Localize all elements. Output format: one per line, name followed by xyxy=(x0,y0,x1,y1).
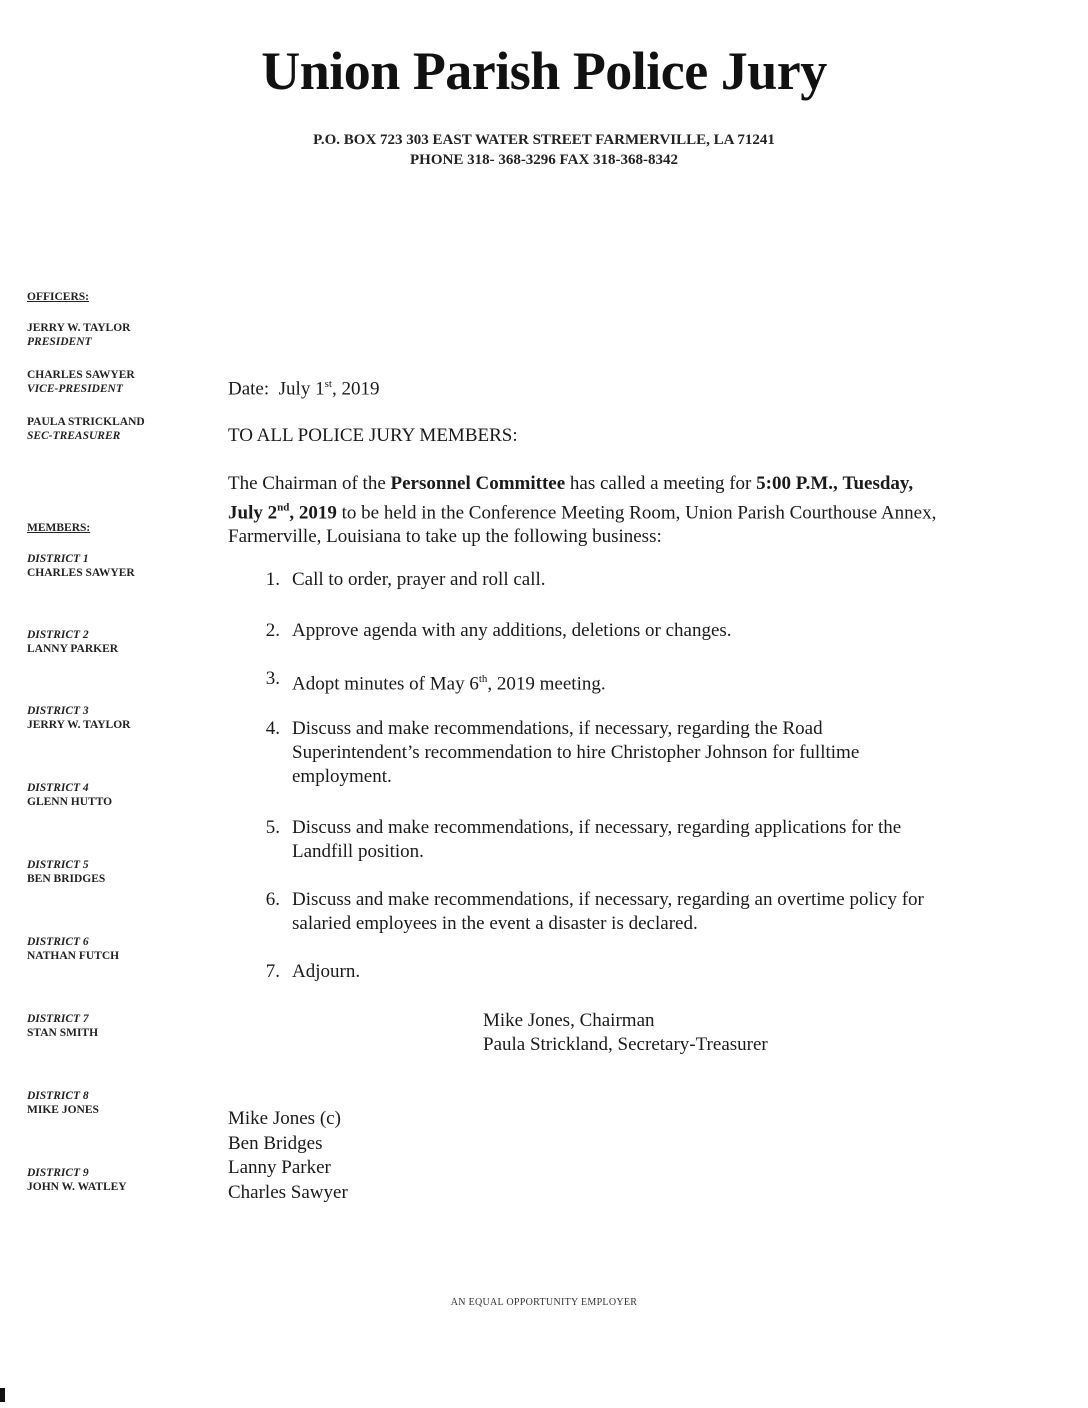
cc-member: Lanny Parker xyxy=(228,1157,331,1178)
committee-members-list xyxy=(228,1107,348,1205)
member-district: DISTRICT 6 xyxy=(27,936,89,948)
member-district: DISTRICT 4 xyxy=(27,782,89,794)
member-district: DISTRICT 5 xyxy=(27,859,89,871)
member-district: DISTRICT 8 xyxy=(27,1090,89,1102)
member-entry xyxy=(27,1089,197,1117)
officer-role: PRESIDENT xyxy=(27,336,92,348)
officer-name: CHARLES SAWYER xyxy=(27,369,135,381)
meeting-notice xyxy=(228,472,948,549)
officer-entry xyxy=(27,321,197,349)
date-line xyxy=(228,372,379,401)
agenda-text: Adjourn. xyxy=(292,961,361,982)
member-entry xyxy=(27,704,197,732)
member-name: BEN BRIDGES xyxy=(27,873,106,885)
member-name: STAN SMITH xyxy=(27,1027,99,1039)
date-value: July 1 xyxy=(278,378,325,400)
signature-line: Mike Jones, Chairman xyxy=(483,1010,655,1031)
agenda-text-sup: th xyxy=(478,673,488,685)
members-heading: MEMBERS: xyxy=(27,522,91,534)
member-entry xyxy=(27,935,197,963)
agenda-number: 4. xyxy=(265,718,280,739)
officer-role: VICE-PRESIDENT xyxy=(27,383,123,395)
member-name: JOHN W. WATLEY xyxy=(27,1181,127,1193)
member-district: DISTRICT 2 xyxy=(27,629,89,641)
footer-text: AN EQUAL OPPORTUNITY EMPLOYER xyxy=(450,1297,638,1308)
member-district: DISTRICT 1 xyxy=(27,553,89,565)
agenda-text: Approve agenda with any additions, deletions or changes. xyxy=(292,620,732,641)
member-name: JERRY W. TAYLOR xyxy=(27,719,131,731)
member-entry xyxy=(27,1012,197,1040)
cc-member: Ben Bridges xyxy=(228,1132,323,1154)
member-name: CHARLES SAWYER xyxy=(27,567,135,579)
agenda-number: 7. xyxy=(265,961,280,982)
member-entry xyxy=(27,628,197,656)
agenda-text xyxy=(292,667,952,696)
agenda-number: 6. xyxy=(265,889,280,910)
meeting-year: , 2019 xyxy=(289,502,337,524)
officer-name: JERRY W. TAYLOR xyxy=(27,322,131,334)
member-entry xyxy=(27,1166,197,1194)
scan-edge-mark xyxy=(0,1388,5,1402)
officer-entry xyxy=(27,368,197,396)
org-title: Union Parish Police Jury xyxy=(261,41,827,101)
date-label: Date: xyxy=(228,378,270,400)
meeting-time: 5:00 P.M., xyxy=(756,473,838,494)
meeting-day: Tuesday, July 2 xyxy=(228,473,914,524)
letterhead-address: P.O. BOX 723 303 EAST WATER STREET FARMERVILLE, LA 71241 xyxy=(313,132,775,148)
intro-text: The Chairman of the xyxy=(228,473,391,494)
member-entry xyxy=(27,781,197,809)
signature-block xyxy=(483,1009,768,1057)
agenda-number: 5. xyxy=(265,817,280,838)
member-name: NATHAN FUTCH xyxy=(27,950,120,962)
date-year: , 2019 xyxy=(331,378,380,400)
officers-heading: OFFICERS: xyxy=(27,291,89,303)
agenda-text: Call to order, prayer and roll call. xyxy=(292,569,546,590)
salutation: TO ALL POLICE JURY MEMBERS: xyxy=(228,425,518,446)
agenda-text: Discuss and make recommendations, if necessary, regarding applications for the Landfill position. xyxy=(292,817,902,862)
letterhead-phone-fax: PHONE 318- 368-3296 FAX 318-368-8342 xyxy=(409,152,679,168)
agenda-text-part: Adopt minutes of May 6 xyxy=(292,673,479,695)
intro-text: has called a meeting for xyxy=(565,473,757,494)
agenda-text: Discuss and make recommendations, if necessary, regarding an overtime policy for salaried employees in the event a disaster is declared. xyxy=(292,889,924,934)
signature-line: Paula Strickland, Secretary-Treasurer xyxy=(483,1034,768,1055)
member-entry xyxy=(27,858,197,886)
cc-member: Mike Jones (c) xyxy=(228,1108,341,1129)
cc-member: Charles Sawyer xyxy=(228,1181,348,1203)
member-name: MIKE JONES xyxy=(27,1104,99,1116)
officer-role: SEC-TREASURER xyxy=(27,430,121,442)
member-name: LANNY PARKER xyxy=(27,643,119,655)
agenda-number: 3. xyxy=(265,668,280,689)
date-suffix: st xyxy=(324,378,332,390)
intro-text: to be held in the Conference Meeting Room, Union Parish Courthouse Annex, Farmerville, Louisiana to take up the following business: xyxy=(228,502,937,548)
member-name: GLENN HUTTO xyxy=(27,796,113,808)
member-district: DISTRICT 3 xyxy=(27,705,89,717)
agenda-number: 2. xyxy=(265,620,280,641)
member-district: DISTRICT 9 xyxy=(27,1167,89,1179)
member-district: DISTRICT 7 xyxy=(27,1013,89,1025)
committee-name: Personnel Committee xyxy=(390,473,566,494)
agenda-number: 1. xyxy=(265,569,280,590)
officer-name: PAULA STRICKLAND xyxy=(27,416,145,428)
officer-entry xyxy=(27,415,197,443)
agenda-text: Discuss and make recommendations, if necessary, regarding the Road Superintendent’s recommendation to hire Christopher Johnson for fulltime employment. xyxy=(292,718,860,787)
member-entry xyxy=(27,552,197,580)
agenda-text-part: , 2019 meeting. xyxy=(487,673,606,695)
meeting-day-suffix: nd xyxy=(277,502,290,514)
